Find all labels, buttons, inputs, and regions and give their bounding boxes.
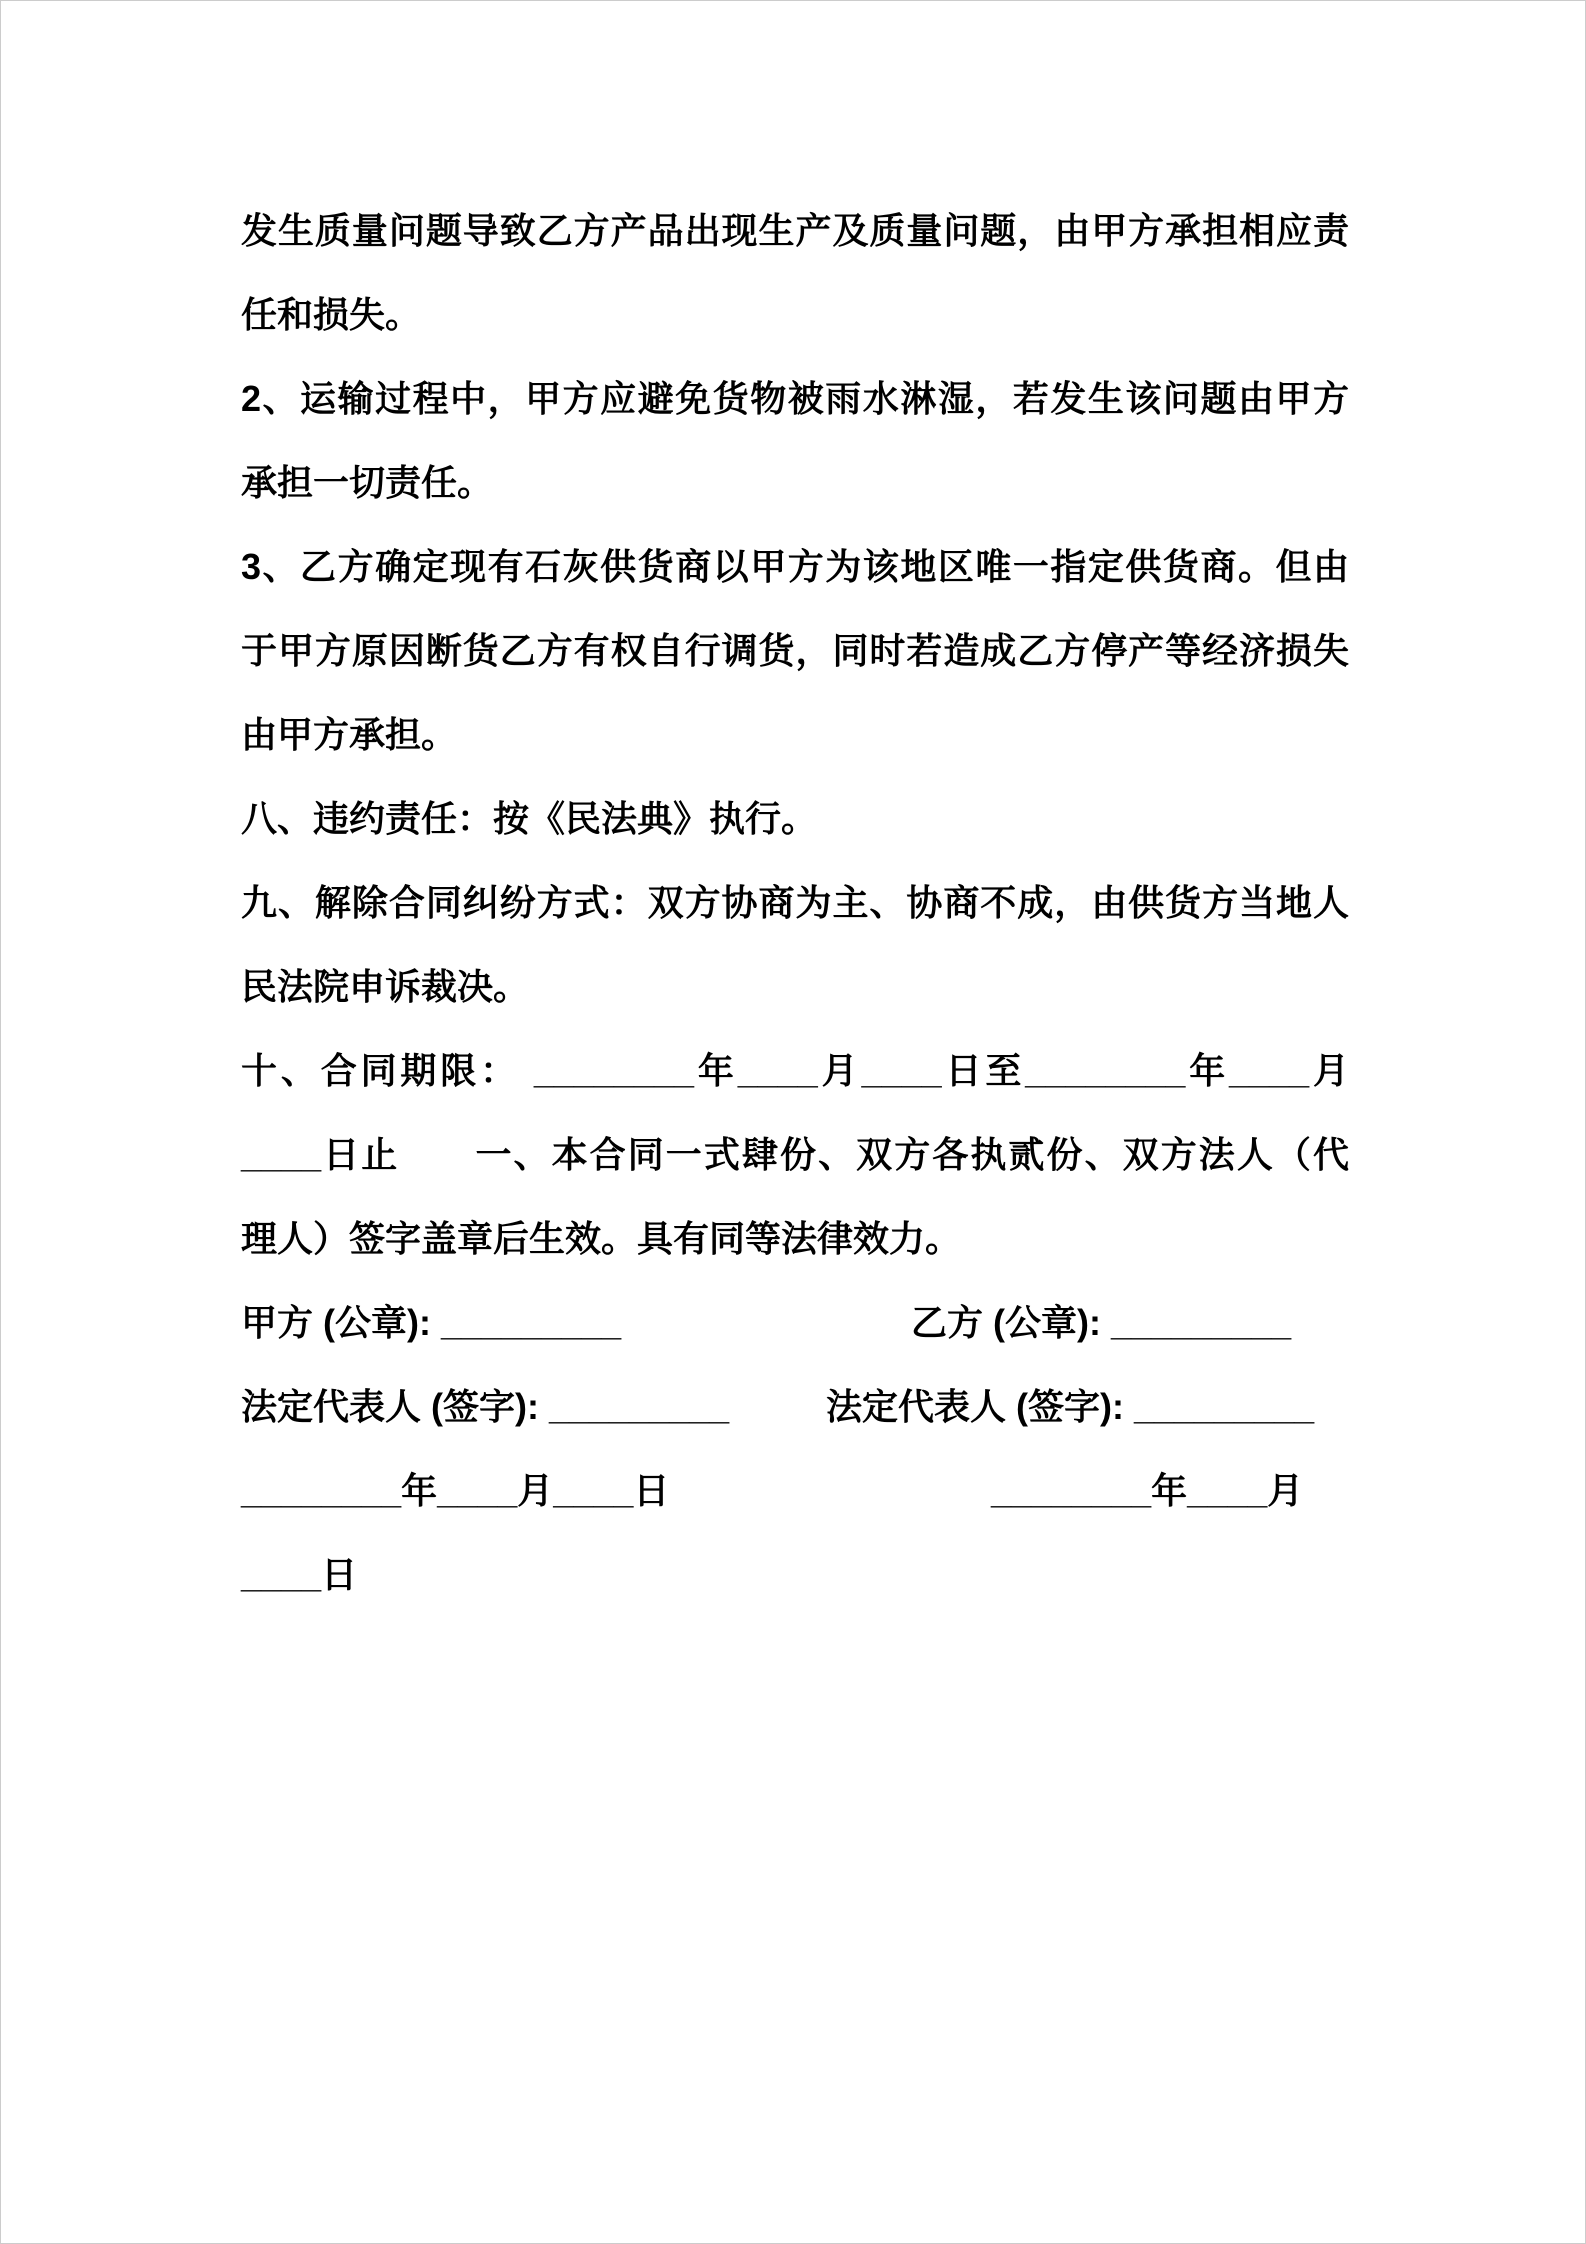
seal-line <box>241 1281 1349 1365</box>
clause-quality-end-line: 任和损失。 <box>241 294 422 335</box>
clause-10-term-line-1: 十、合同期限： ________年____月____日至________年____月 <box>241 1050 1349 1091</box>
clause-8-breach-line: 八、违约责任：按《民法典》执行。 <box>241 798 818 839</box>
clause-3-supplier-line-1: 3、乙方确定现有石灰供货商以甲方为该地区唯一指定供货商。但由 <box>241 546 1349 587</box>
clause-10-term-line-2: ____日止 一、本合同一式肆份、双方各执贰份、双方法人（代 <box>241 1134 1349 1175</box>
party-a-seal-blank: 甲方 (公章): _________ <box>241 1302 622 1343</box>
party-a-signature-blank: 法定代表人 (签字): _________ <box>241 1386 730 1427</box>
date-line <box>241 1449 1349 1533</box>
party-b-date-cont-line: ____日 <box>241 1554 358 1595</box>
party-a-date-blank: ________年____月____日 <box>241 1470 670 1511</box>
contract-body <box>241 189 1349 1617</box>
party-b-date-blank: ________年____月 <box>991 1470 1304 1511</box>
clause-10-term-line-3: 理人）签字盖章后生效。具有同等法律效力。 <box>241 1218 962 1259</box>
clause-3-supplier-line-3: 由甲方承担。 <box>241 714 458 755</box>
clause-3-supplier-line-2: 于甲方原因断货乙方有权自行调货，同时若造成乙方停产等经济损失 <box>241 630 1349 671</box>
party-b-seal-blank: 乙方 (公章): _________ <box>911 1302 1292 1343</box>
clause-quality-cont-line: 发生质量问题导致乙方产品出现生产及质量问题，由甲方承担相应责 <box>241 210 1349 251</box>
party-b-signature-blank: 法定代表人 (签字): _________ <box>826 1386 1315 1427</box>
representative-signature-line <box>241 1365 1349 1449</box>
clause-9-dispute-line-2: 民法院申诉裁决。 <box>241 966 530 1007</box>
clause-2-transport-line-1: 2、运输过程中，甲方应避免货物被雨水淋湿，若发生该问题由甲方 <box>241 378 1349 419</box>
clause-9-dispute-line-1: 九、解除合同纠纷方式：双方协商为主、协商不成，由供货方当地人 <box>241 882 1349 923</box>
clause-2-transport-line-2: 承担一切责任。 <box>241 462 494 503</box>
